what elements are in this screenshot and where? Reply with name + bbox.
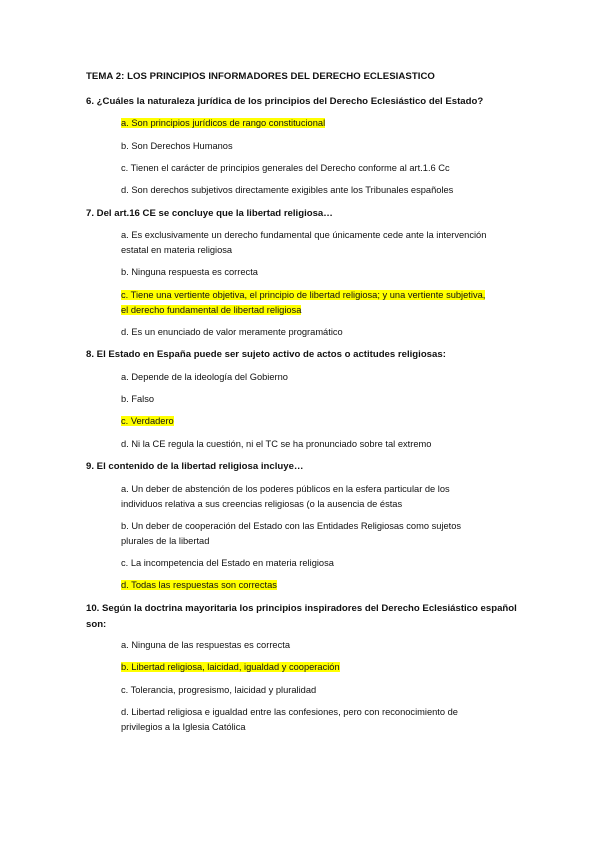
- option-9b: [121, 519, 491, 549]
- option-text: a. Ninguna de las respuestas es correcta: [121, 640, 290, 650]
- option-text: b. Ninguna respuesta es correcta: [121, 267, 258, 277]
- question-10: 10. Según la doctrina mayoritaria los principios inspiradores del Derecho Eclesiástico español son:: [86, 603, 517, 630]
- option-text: c. Tienen el carácter de principios generales del Derecho conforme al art.1.6 Cc: [121, 163, 450, 173]
- option-text: c. Tolerancia, progresismo, laicidad y pluralidad: [121, 685, 317, 695]
- option-10b: [121, 660, 491, 675]
- option-7b: [121, 265, 491, 280]
- option-text: d. Ni la CE regula la cuestión, ni el TC se ha pronunciado sobre tal extremo: [121, 439, 432, 449]
- option-8d: [121, 437, 491, 452]
- option-9a: [121, 482, 491, 512]
- option-text: b. Un deber de cooperación del Estado con las Entidades Religiosas como sujetos plurales de la libertad: [121, 521, 462, 546]
- option-text: d. Libertad religiosa e igualdad entre las confesiones, pero con reconocimiento de privilegios a la Iglesia Católica: [121, 707, 458, 732]
- option-text: d. Todas las respuestas son correctas: [121, 580, 277, 590]
- option-6a: [121, 116, 491, 131]
- question-7: 7. Del art.16 CE se concluye que la libertad religiosa…: [86, 208, 333, 219]
- option-text: d. Es un enunciado de valor meramente programático: [121, 327, 343, 337]
- option-8c: [121, 414, 491, 429]
- option-6c: [121, 161, 491, 176]
- option-text: c. Tiene una vertiente objetiva, el principio de libertad religiosa; y una vertiente subjetiva, el derecho fundamental de libertad religiosa: [121, 290, 486, 315]
- question-9: 9. El contenido de la libertad religiosa incluye…: [86, 461, 304, 472]
- option-text: c. La incompetencia del Estado en materia religiosa: [121, 558, 334, 568]
- option-7c: [121, 288, 491, 318]
- option-10a: [121, 638, 491, 653]
- option-7d: [121, 325, 491, 340]
- option-text: a. Un deber de abstención de los poderes públicos en la esfera particular de los individuos relativa a sus creencias religiosas (o la ausencia de éstas: [121, 484, 450, 509]
- option-text: a. Son principios jurídicos de rango constitucional: [121, 118, 326, 128]
- option-text: c. Verdadero: [121, 416, 174, 426]
- option-9d: [121, 578, 491, 593]
- option-text: b. Falso: [121, 394, 155, 404]
- option-text: b. Son Derechos Humanos: [121, 141, 233, 151]
- option-8b: [121, 392, 491, 407]
- option-text: a. Es exclusivamente un derecho fundamental que únicamente cede ante la intervención estatal en materia religiosa: [121, 230, 487, 255]
- question-8: 8. El Estado en España puede ser sujeto activo de actos o actitudes religiosas:: [86, 349, 446, 360]
- option-9c: [121, 556, 491, 571]
- option-7a: [121, 228, 491, 258]
- option-text: a. Depende de la ideología del Gobierno: [121, 372, 288, 382]
- option-8a: [121, 370, 491, 385]
- option-6b: [121, 139, 491, 154]
- option-10d: [121, 705, 491, 735]
- document-title: TEMA 2: LOS PRINCIPIOS INFORMADORES DEL DERECHO ECLESIASTICO: [86, 71, 435, 82]
- option-text: d. Son derechos subjetivos directamente exigibles ante los Tribunales españoles: [121, 185, 454, 195]
- question-6: 6. ¿Cuáles la naturaleza jurídica de los principios del Derecho Eclesiástico del Estado?: [86, 96, 484, 107]
- option-text: b. Libertad religiosa, laicidad, igualdad y cooperación: [121, 662, 340, 672]
- option-10c: [121, 683, 491, 698]
- option-6d: [121, 183, 491, 198]
